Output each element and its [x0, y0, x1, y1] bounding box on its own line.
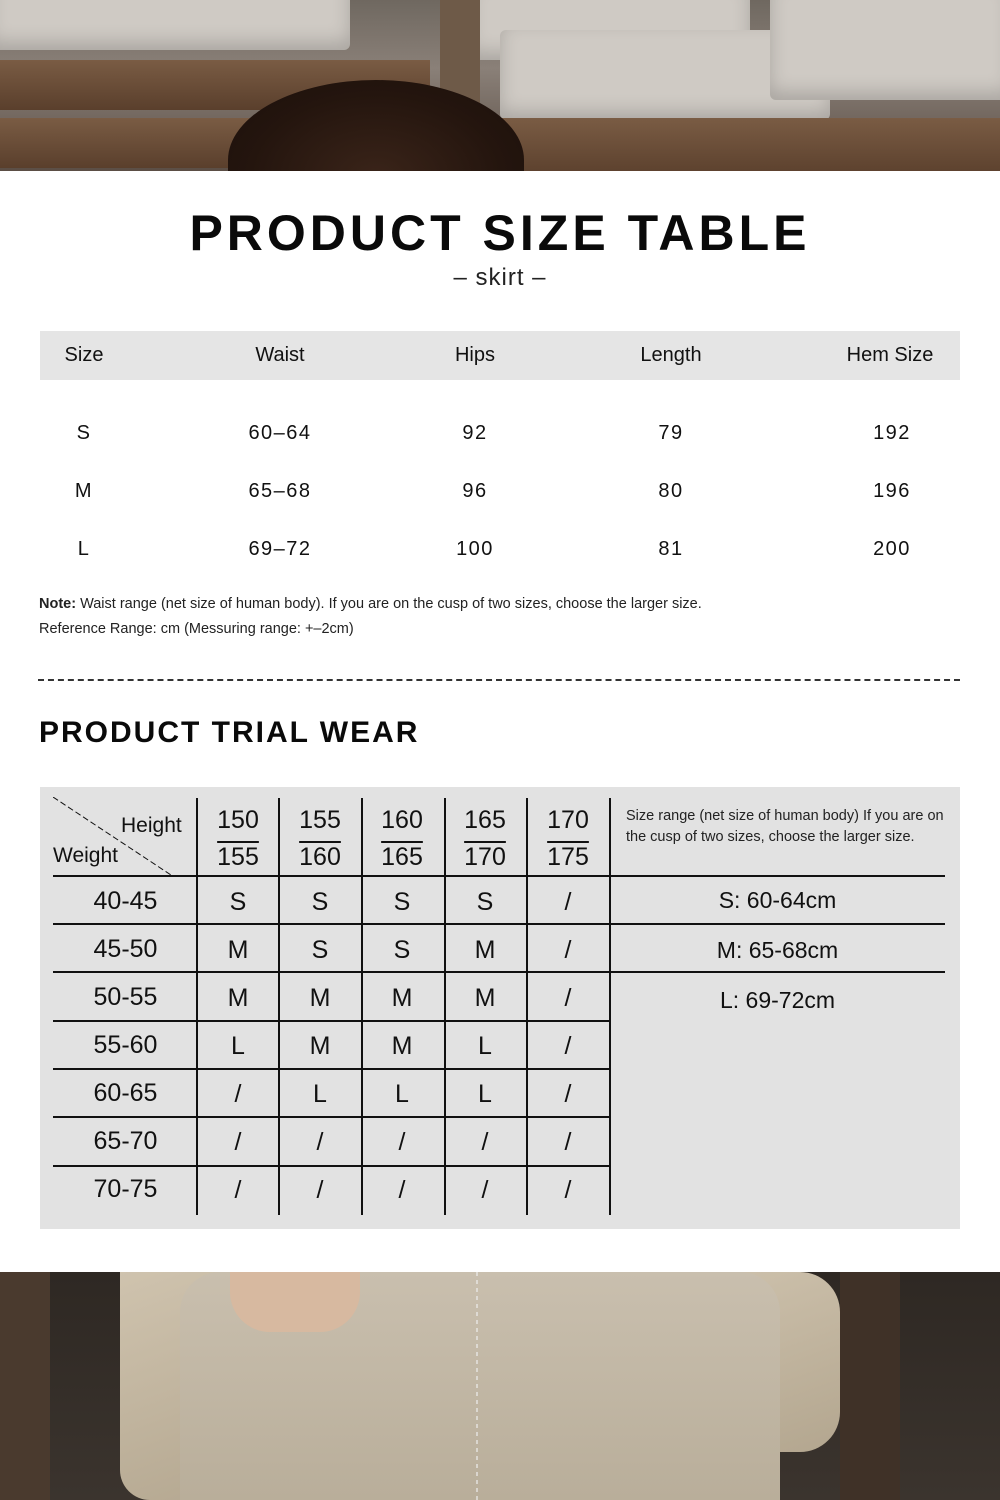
waist-cell: 65–68 — [248, 480, 312, 502]
size-note — [39, 596, 702, 612]
height-to: 165 — [381, 843, 423, 871]
size-cell: L — [478, 1080, 492, 1108]
weight-cell: 60-65 — [93, 1079, 158, 1107]
height-from: 165 — [464, 806, 506, 834]
height-from: 155 — [299, 806, 341, 834]
weight-cell: 70-75 — [93, 1175, 158, 1203]
height-to: 175 — [547, 843, 589, 871]
height-from: 160 — [381, 806, 423, 834]
page-title: PRODUCT SIZE TABLE — [189, 205, 811, 261]
size-cell: S — [311, 888, 329, 916]
size-cell: M — [391, 984, 413, 1012]
size-cell: M — [474, 984, 496, 1012]
size-cell: M — [74, 480, 94, 502]
length-cell: 80 — [658, 480, 684, 502]
size-cell: / — [481, 1176, 489, 1204]
weight-cell: 55-60 — [93, 1031, 158, 1059]
size-cell: M — [391, 1032, 413, 1060]
size-cell: / — [316, 1176, 324, 1204]
size-cell: / — [564, 936, 572, 964]
size-cell: / — [564, 1128, 572, 1156]
size-cell: L — [395, 1080, 409, 1108]
size-cell: / — [234, 1128, 242, 1156]
size-cell: / — [234, 1080, 242, 1108]
hem-size-cell: 200 — [873, 538, 911, 560]
section-title-trial-wear: PRODUCT TRIAL WEAR — [39, 716, 420, 749]
size-cell: L — [313, 1080, 327, 1108]
range-l: L: 69-72cm — [719, 987, 836, 1013]
column-header-hem-size: Hem Size — [846, 344, 934, 366]
size-cell: L — [77, 538, 91, 560]
size-cell: M — [227, 984, 249, 1012]
reference-range: Reference Range: cm (Messuring range: +–2cm) — [39, 621, 354, 637]
range-m: M: 65-68cm — [716, 937, 839, 963]
size-cell: / — [564, 1032, 572, 1060]
hem-size-cell: 192 — [873, 422, 911, 444]
trial-wear-table — [40, 787, 960, 1229]
size-cell: / — [564, 984, 572, 1012]
size-cell: S — [76, 422, 92, 444]
size-range-note: Size range (net size of human body) If you are on the cusp of two sizes, choose the larger size. — [626, 808, 944, 845]
corner-height-label: Height — [121, 814, 182, 837]
size-cell: / — [481, 1128, 489, 1156]
size-cell: / — [316, 1128, 324, 1156]
top-photo — [0, 0, 1000, 171]
size-cell: M — [227, 936, 249, 964]
height-to: 155 — [217, 843, 259, 871]
weight-cell: 50-55 — [93, 983, 158, 1011]
length-cell: 79 — [658, 422, 684, 444]
table-row — [40, 414, 960, 454]
size-cell: / — [398, 1176, 406, 1204]
size-cell: / — [234, 1176, 242, 1204]
weight-cell: 45-50 — [93, 935, 158, 963]
column-header-hips: Hips — [454, 344, 495, 366]
section-divider — [38, 679, 960, 681]
size-cell: / — [564, 888, 572, 916]
size-cell: M — [309, 1032, 331, 1060]
height-to: 170 — [464, 843, 506, 871]
range-s: S: 60-64cm — [718, 887, 837, 913]
size-cell: L — [231, 1032, 245, 1060]
height-to: 160 — [299, 843, 341, 871]
height-from: 170 — [547, 806, 589, 834]
hips-cell: 96 — [462, 480, 488, 502]
page-subtitle: – skirt – — [453, 264, 547, 291]
note-text: Waist range (net size of human body). If you are on the cusp of two sizes, choose the larger size. — [76, 596, 702, 612]
corner-weight-label: Weight — [53, 844, 118, 867]
hem-size-cell: 196 — [873, 480, 911, 502]
size-cell: M — [309, 984, 331, 1012]
size-table-header — [40, 331, 960, 380]
size-cell: L — [478, 1032, 492, 1060]
weight-cell: 40-45 — [93, 887, 158, 915]
hips-cell: 100 — [456, 538, 494, 560]
bottom-photo — [0, 1272, 1000, 1500]
waist-cell: 60–64 — [248, 422, 312, 444]
table-row — [40, 530, 960, 570]
waist-cell: 69–72 — [248, 538, 312, 560]
height-from: 150 — [217, 806, 259, 834]
size-cell: S — [476, 888, 494, 916]
length-cell: 81 — [658, 538, 684, 560]
size-cell: S — [393, 888, 411, 916]
size-cell: S — [311, 936, 329, 964]
size-cell: S — [229, 888, 247, 916]
column-header-waist: Waist — [255, 344, 305, 366]
size-cell: / — [564, 1080, 572, 1108]
size-cell: / — [564, 1176, 572, 1204]
column-header-size: Size — [64, 344, 104, 366]
column-header-length: Length — [640, 344, 702, 366]
size-cell: / — [398, 1128, 406, 1156]
note-label: Note: — [39, 596, 77, 612]
size-cell: M — [474, 936, 496, 964]
hips-cell: 92 — [462, 422, 488, 444]
size-cell: S — [393, 936, 411, 964]
weight-cell: 65-70 — [93, 1127, 158, 1155]
table-row — [40, 472, 960, 512]
